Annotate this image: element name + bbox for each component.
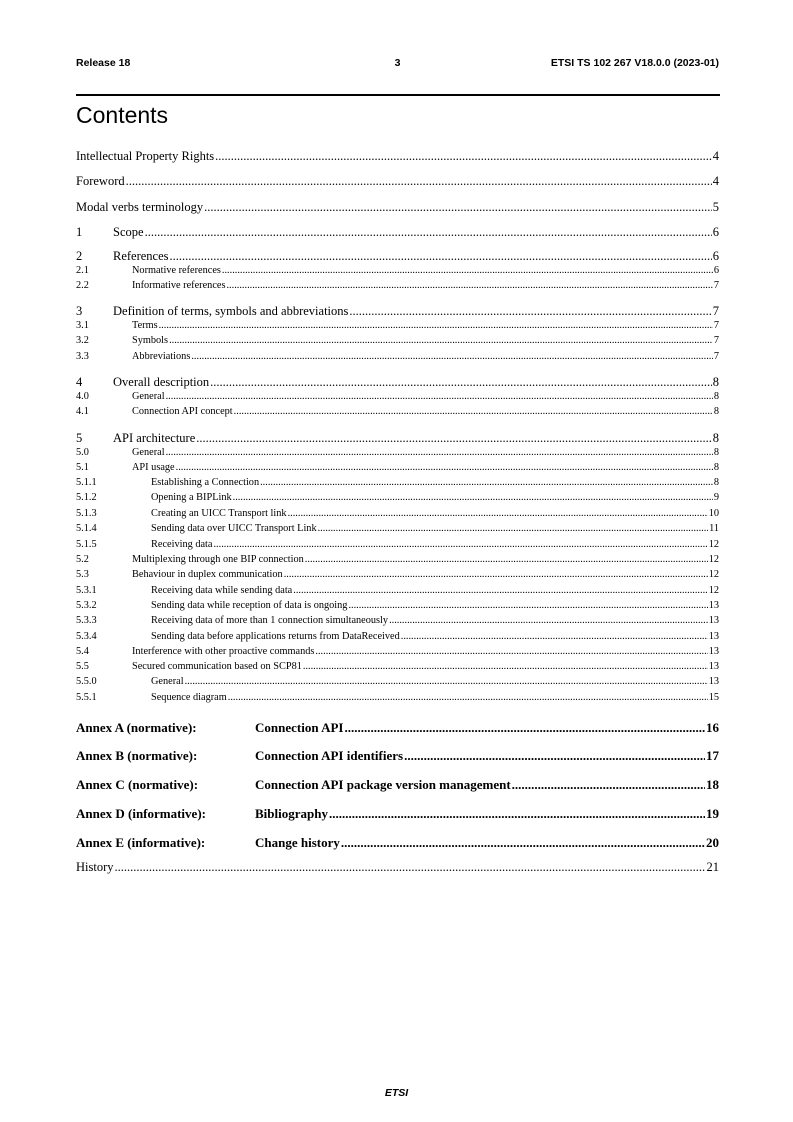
dot-leader <box>305 554 708 566</box>
toc-entry-sending-data-uicc-transport[interactable] <box>76 523 719 535</box>
toc-entry-page: 13 <box>708 646 719 657</box>
toc-entry-title: Definition of terms, symbols and abbreviations <box>113 304 349 318</box>
toc-entry-title: Sending data over UICC Transport Link <box>151 523 317 534</box>
toc-entry-sending-while-reception[interactable] <box>76 600 719 612</box>
toc-entry-page: 12 <box>708 539 719 550</box>
dot-leader <box>341 835 705 851</box>
toc-entry-page: 7 <box>713 335 719 346</box>
dot-leader <box>176 462 713 474</box>
dot-leader <box>284 569 708 581</box>
dot-leader <box>389 615 708 627</box>
dot-leader <box>213 539 707 551</box>
toc-entry-title: General <box>132 447 165 458</box>
toc-entry-number: 4 <box>76 375 83 389</box>
toc-entry-page: 11 <box>709 523 719 534</box>
dot-leader <box>204 200 712 215</box>
dot-leader <box>196 431 711 446</box>
toc-entry-number: 3.2 <box>76 335 89 346</box>
toc-entry-title: Scope <box>113 225 144 239</box>
toc-entry-page: 8 <box>713 447 719 458</box>
toc-entry-title: Connection API identifiers <box>255 748 404 763</box>
toc-entry-receiving-multiple-connections[interactable] <box>76 615 719 627</box>
toc-entry-page: 4 <box>712 174 719 188</box>
toc-entry-title: History <box>76 860 114 874</box>
toc-entry-page: 8 <box>713 406 719 417</box>
dot-leader <box>166 447 713 459</box>
toc-entry-page: 8 <box>713 391 719 402</box>
toc-entry-number: 5.3.2 <box>76 600 97 611</box>
toc-entry-number: 5.2 <box>76 554 89 565</box>
toc-entry-page: 12 <box>708 569 719 580</box>
toc-entry-page: 4 <box>712 149 719 163</box>
toc-entry-normative-references[interactable] <box>76 265 719 277</box>
toc-entry-title: Normative references <box>132 265 221 276</box>
annex-label: Annex B (normative): <box>76 748 198 763</box>
dot-leader <box>260 477 713 489</box>
toc-entry-title: Abbreviations <box>132 351 191 362</box>
toc-entry-number: 5.3.4 <box>76 631 97 642</box>
toc-entry-title: Receiving data <box>151 539 213 550</box>
toc-entry-number: 5.3.1 <box>76 585 97 596</box>
dot-leader <box>228 692 708 704</box>
toc-entry-page: 12 <box>708 554 719 565</box>
toc-entry-sending-before-datareceived[interactable] <box>76 631 719 643</box>
dot-leader <box>329 806 705 822</box>
toc-entry-number: 5.5.0 <box>76 676 97 687</box>
toc-entry-title: Receiving data while sending data <box>151 585 293 596</box>
toc-entry-page: 18 <box>706 777 719 792</box>
toc-entry-page: 8 <box>712 375 719 389</box>
toc-entry-page: 13 <box>708 676 719 687</box>
dot-leader <box>191 351 713 363</box>
dot-leader <box>348 600 707 612</box>
toc-entry-page: 13 <box>708 615 719 626</box>
toc-entry-annex-b[interactable] <box>76 748 719 764</box>
toc-entry-title: Connection API concept <box>132 406 233 417</box>
dot-leader <box>115 860 706 875</box>
toc-entry-page: 8 <box>713 477 719 488</box>
toc-entry-page: 15 <box>708 692 719 703</box>
toc-entry-page: 12 <box>708 585 719 596</box>
toc-entry-title: Foreword <box>76 174 125 188</box>
dot-leader <box>170 249 712 264</box>
toc-entry-duplex-behaviour[interactable] <box>76 569 719 581</box>
toc-entry-number: 5.4 <box>76 646 89 657</box>
toc-entry-title: API architecture <box>113 431 196 445</box>
page-title: Contents <box>76 102 169 128</box>
toc-entry-number: 5.1 <box>76 462 89 473</box>
toc-entry-number: 2.2 <box>76 280 89 291</box>
toc-entry-title: Multiplexing through one BIP connection <box>132 554 304 565</box>
release-label: Release 18 <box>76 57 131 69</box>
toc-entry-title: Behaviour in duplex communication <box>132 569 283 580</box>
toc-entry-title: References <box>113 249 169 263</box>
toc-entry-number: 5.1.1 <box>76 477 97 488</box>
toc-entry-page: 8 <box>713 462 719 473</box>
toc-entry-number: 3.3 <box>76 351 89 362</box>
dot-leader <box>233 492 713 504</box>
toc-entry-general-5-0[interactable] <box>76 447 719 459</box>
toc-entry-page: 7 <box>713 351 719 362</box>
toc-entry-modal-verbs[interactable] <box>76 200 719 215</box>
toc-entry-title: General <box>151 676 184 687</box>
toc-entry-title: General <box>132 391 165 402</box>
dot-leader <box>145 225 712 240</box>
dot-leader <box>226 280 712 292</box>
toc-entry-number: 5.0 <box>76 447 89 458</box>
dot-leader <box>404 748 705 764</box>
toc-entry-number: 5.1.2 <box>76 492 97 503</box>
toc-entry-annex-d[interactable] <box>76 806 719 822</box>
toc-entry-title: Creating an UICC Transport link <box>151 508 287 519</box>
dot-leader <box>234 406 713 418</box>
dot-leader <box>303 661 708 673</box>
toc-entry-page: 5 <box>712 200 719 214</box>
dot-leader <box>344 720 705 736</box>
toc-entry-page: 13 <box>708 661 719 672</box>
toc-entry-page: 6 <box>712 225 719 239</box>
toc-entry-title: Sequence diagram <box>151 692 227 703</box>
dot-leader <box>222 265 713 277</box>
toc-entry-page: 9 <box>713 492 719 503</box>
toc-entry-number: 2.1 <box>76 265 89 276</box>
dot-leader <box>512 777 705 793</box>
toc-entry-foreword[interactable] <box>76 174 719 189</box>
toc-entry-number: 3.1 <box>76 320 89 331</box>
toc-entry-page: 13 <box>708 631 719 642</box>
document-id: ETSI TS 102 267 V18.0.0 (2023-01) <box>550 57 719 69</box>
toc-entry-title: API usage <box>132 462 175 473</box>
dot-leader <box>318 523 708 535</box>
dot-leader <box>315 646 707 658</box>
toc-entry-number: 3 <box>76 304 83 318</box>
annex-label: Annex D (informative): <box>76 806 206 821</box>
toc-entry-number: 4.1 <box>76 406 89 417</box>
toc-entry-page: 6 <box>712 249 719 263</box>
toc-entry-definitions[interactable] <box>76 304 719 319</box>
toc-entry-title: Sending data before applications returns from DataReceived <box>151 631 400 642</box>
toc-entry-title: Connection API <box>255 720 344 735</box>
toc-entry-number: 5.5.1 <box>76 692 97 703</box>
toc-entry-title: Opening a BIPLink <box>151 492 232 503</box>
toc-entry-number: 5 <box>76 431 83 445</box>
dot-leader <box>293 585 707 597</box>
toc-entry-secured-communication[interactable] <box>76 661 719 673</box>
toc-entry-receiving-data[interactable] <box>76 539 719 551</box>
toc-entry-title: Change history <box>255 835 340 850</box>
toc-entry-title: Modal verbs terminology <box>76 200 204 214</box>
toc-entry-page: 20 <box>706 835 719 850</box>
toc-entry-title: Secured communication based on SCP81 <box>132 661 302 672</box>
toc-entry-page: 7 <box>713 280 719 291</box>
dot-leader <box>159 320 713 332</box>
toc-entry-page: 19 <box>706 806 719 821</box>
dot-leader <box>210 375 712 390</box>
dot-leader <box>401 631 708 643</box>
toc-entry-title: Sending data while reception of data is ongoing <box>151 600 348 611</box>
toc-entry-number: 1 <box>76 225 83 239</box>
toc-entry-title: Informative references <box>132 280 226 291</box>
toc-entry-number: 5.1.5 <box>76 539 97 550</box>
toc-entry-title: Connection API package version management <box>255 777 511 792</box>
toc-entry-number: 4.0 <box>76 391 89 402</box>
toc-entry-multiplexing[interactable] <box>76 554 719 566</box>
toc-entry-page: 8 <box>712 431 719 445</box>
toc-entry-general-5-5-0[interactable] <box>76 676 719 688</box>
toc-entry-annex-a[interactable] <box>76 720 719 736</box>
toc-entry-history[interactable] <box>76 860 719 875</box>
toc-entry-opening-biplink[interactable] <box>76 492 719 504</box>
toc-entry-title: Intellectual Property Rights <box>76 149 215 163</box>
toc-entry-abbreviations[interactable] <box>76 351 719 363</box>
toc-entry-references[interactable] <box>76 249 719 264</box>
annex-label: Annex A (normative): <box>76 720 197 735</box>
toc-entry-overall-description[interactable] <box>76 375 719 390</box>
dot-leader <box>349 304 711 319</box>
toc-entry-symbols[interactable] <box>76 335 719 347</box>
toc-entry-connection-api-concept[interactable] <box>76 406 719 418</box>
toc-entry-number: 5.1.3 <box>76 508 97 519</box>
toc-entry-proactive-interference[interactable] <box>76 646 719 658</box>
toc-entry-page: 17 <box>706 748 719 763</box>
toc-entry-title: Bibliography <box>255 806 328 821</box>
toc-entry-title: Terms <box>132 320 158 331</box>
toc-entry-title: Interference with other proactive commands <box>132 646 315 657</box>
toc-entry-page: 13 <box>708 600 719 611</box>
toc-entry-sequence-diagram[interactable] <box>76 692 719 704</box>
dot-leader <box>185 676 708 688</box>
toc-entry-number: 5.3.3 <box>76 615 97 626</box>
page-footer: ETSI <box>384 1087 409 1099</box>
toc-entry-scope[interactable] <box>76 225 719 240</box>
toc-entry-title: Receiving data of more than 1 connection simultaneously <box>151 615 389 626</box>
toc-entry-page: 7 <box>713 320 719 331</box>
toc-entry-general-4-0[interactable] <box>76 391 719 403</box>
toc-entry-api-usage[interactable] <box>76 462 719 474</box>
toc-entry-page: 21 <box>706 860 719 874</box>
dot-leader <box>215 149 712 164</box>
toc-entry-number: 5.1.4 <box>76 523 97 534</box>
page-number: 3 <box>394 57 401 69</box>
dot-leader <box>169 335 713 347</box>
toc-entry-number: 5.5 <box>76 661 89 672</box>
toc-entry-page: 10 <box>708 508 719 519</box>
toc-entry-api-architecture[interactable] <box>76 431 719 446</box>
toc-entry-informative-references[interactable] <box>76 280 719 292</box>
toc-entry-title: Overall description <box>113 375 210 389</box>
toc-entry-ipr[interactable] <box>76 149 719 164</box>
toc-entry-title: Establishing a Connection <box>151 477 260 488</box>
toc-entry-terms[interactable] <box>76 320 719 332</box>
toc-entry-page: 6 <box>713 265 719 276</box>
toc-entry-annex-c[interactable] <box>76 777 719 793</box>
dot-leader <box>126 174 712 189</box>
toc-entry-number: 2 <box>76 249 83 263</box>
toc-entry-receiving-while-sending[interactable] <box>76 585 719 597</box>
dot-leader <box>166 391 713 403</box>
toc-entry-title: Symbols <box>132 335 169 346</box>
toc-entry-number: 5.3 <box>76 569 89 580</box>
toc-entry-annex-e[interactable] <box>76 835 719 851</box>
annex-label: Annex E (informative): <box>76 835 206 850</box>
toc-entry-establishing-connection[interactable] <box>76 477 719 489</box>
toc-entry-page: 16 <box>706 720 719 735</box>
annex-label: Annex C (normative): <box>76 777 199 792</box>
toc-entry-creating-uicc-transport-link[interactable] <box>76 508 719 520</box>
toc-entry-page: 7 <box>712 304 719 318</box>
dot-leader <box>288 508 708 520</box>
